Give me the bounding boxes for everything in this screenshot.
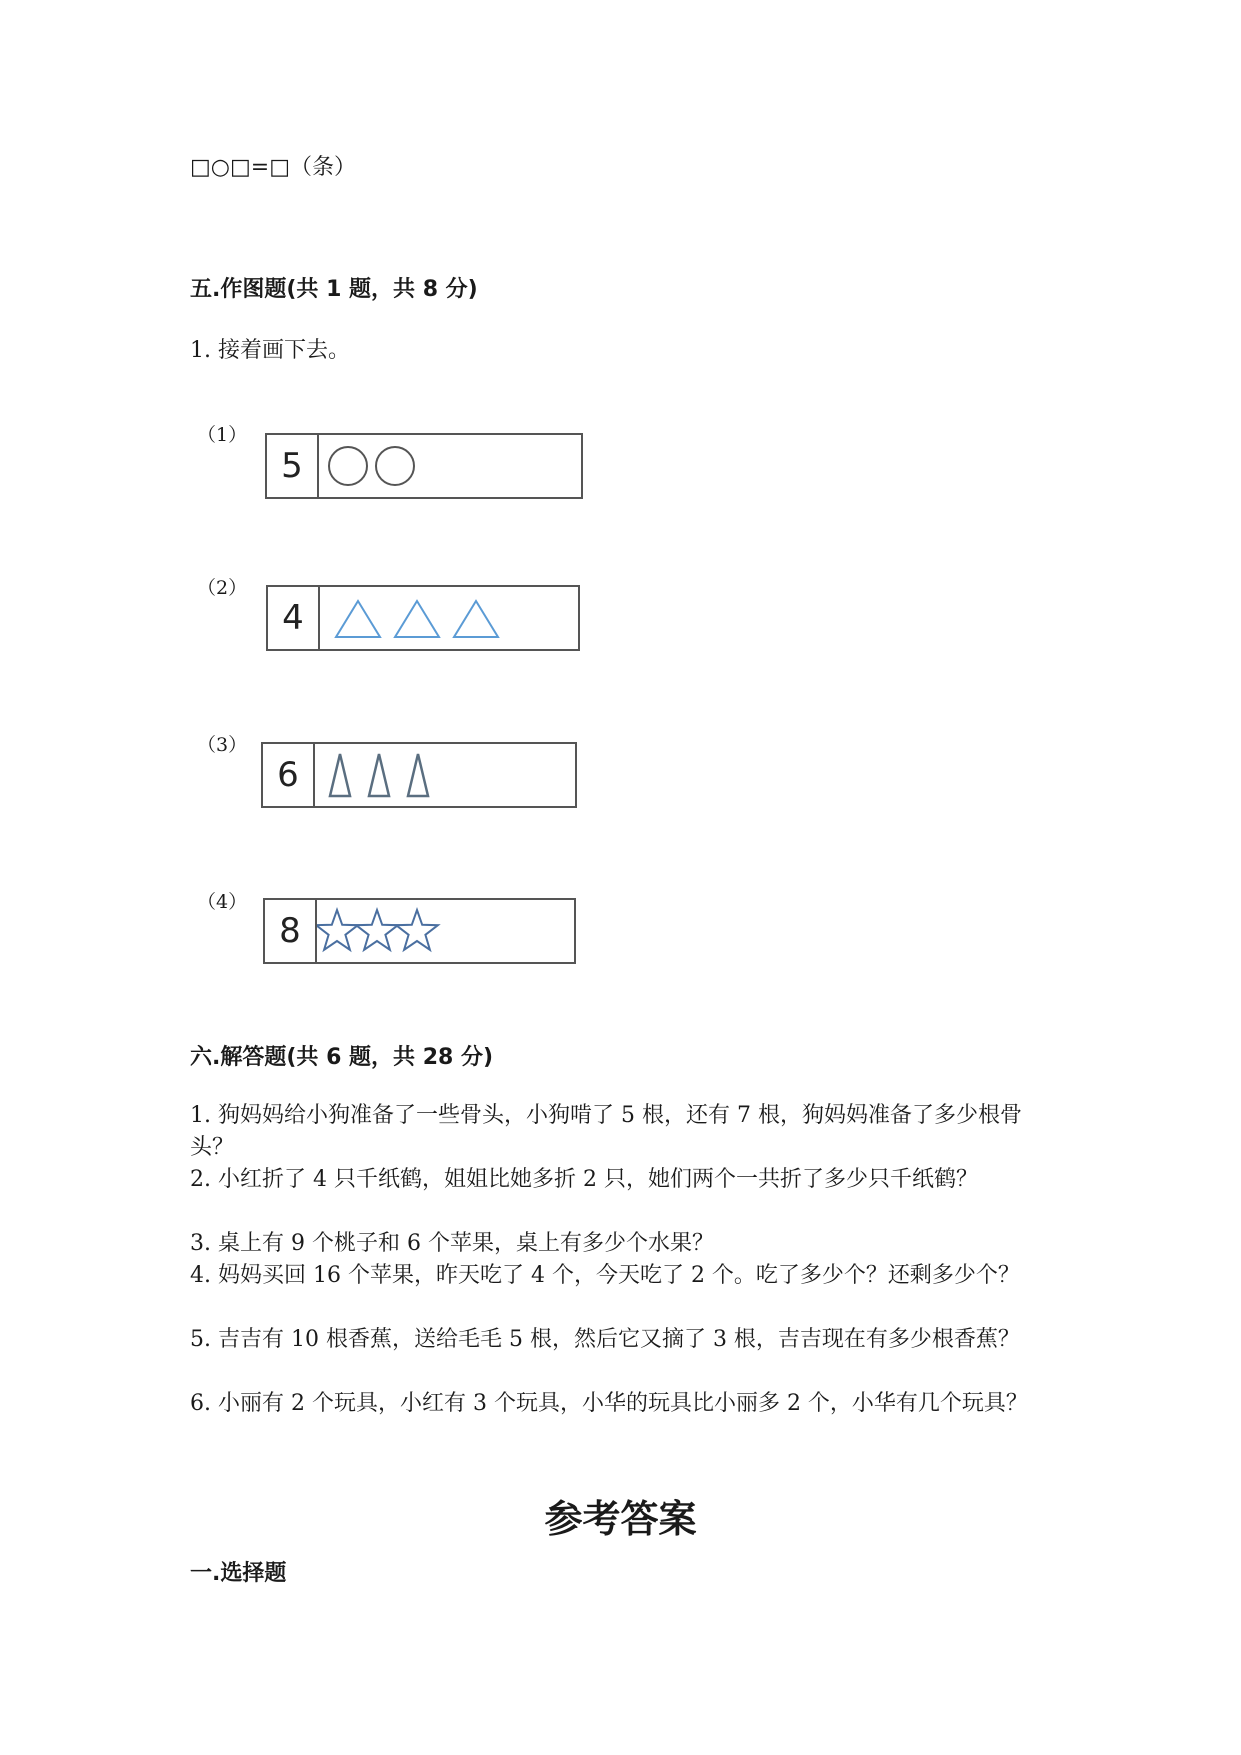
item-2-number: 4 [268,587,320,649]
problem-5: 5. 吉吉有 10 根香蕉，送给毛毛 5 根，然后它又摘了 3 根，吉吉现在有多少根香蕉？ [190,1327,1020,1352]
item-4-label: （4） [197,891,248,913]
answers-section1-heading: 一.选择题 [190,1561,287,1586]
narrow-triangle-icon [330,754,350,796]
circle-icon [329,447,367,485]
item-4-box [263,898,576,964]
triangle-icon [454,601,498,637]
item-3-label: （3） [197,734,248,756]
item-3-number: 6 [263,744,315,806]
triangle-icon [336,601,380,637]
star-icon [317,910,358,950]
triangle-icon [395,601,439,637]
section5-heading: 五.作图题(共 1 题，共 8 分) [190,277,478,302]
narrow-triangle-icon [369,754,389,796]
star-icon [356,910,398,950]
problem-3: 3. 桌上有 9 个桃子和 6 个苹果，桌上有多少个水果？ [190,1231,714,1256]
circle-shapes [321,435,581,497]
triangle-shapes [320,587,578,649]
star-icon [396,910,438,950]
circle-icon [376,447,414,485]
star-shapes [317,900,575,962]
problem-1: 1. 狗妈妈给小狗准备了一些骨头，小狗啃了 5 根，还有 7 根，狗妈妈准备了多少根骨头？ [190,1103,1022,1160]
top-equation: □○□=□（条） [190,155,356,180]
item-1-number: 5 [267,435,319,497]
narrow-triangle-icon [408,754,428,796]
section5-question: 1. 接着画下去。 [190,338,350,363]
item-1-box [265,433,583,499]
problem-2: 2. 小红折了 4 只千纸鹤，姐姐比她多折 2 只，她们两个一共折了多少只千纸鹤？ [190,1167,978,1192]
item-2-label: （2） [197,577,248,599]
section6-heading: 六.解答题(共 6 题，共 28 分) [190,1045,494,1070]
problem-6: 6. 小丽有 2 个玩具，小红有 3 个玩具，小华的玩具比小丽多 2 个，小华有几个玩具？ [190,1391,1028,1416]
narrow-triangle-shapes [315,744,575,806]
item-3-box [261,742,577,808]
item-2-box [266,585,580,651]
item-1-label: （1） [197,424,248,446]
problem-4: 4. 妈妈买回 16 个苹果，昨天吃了 4 个，今天吃了 2 个。吃了多少个？还剩多少个？ [190,1263,1020,1288]
item-4-number: 8 [265,900,317,962]
answers-title: 参考答案 [544,1496,697,1541]
